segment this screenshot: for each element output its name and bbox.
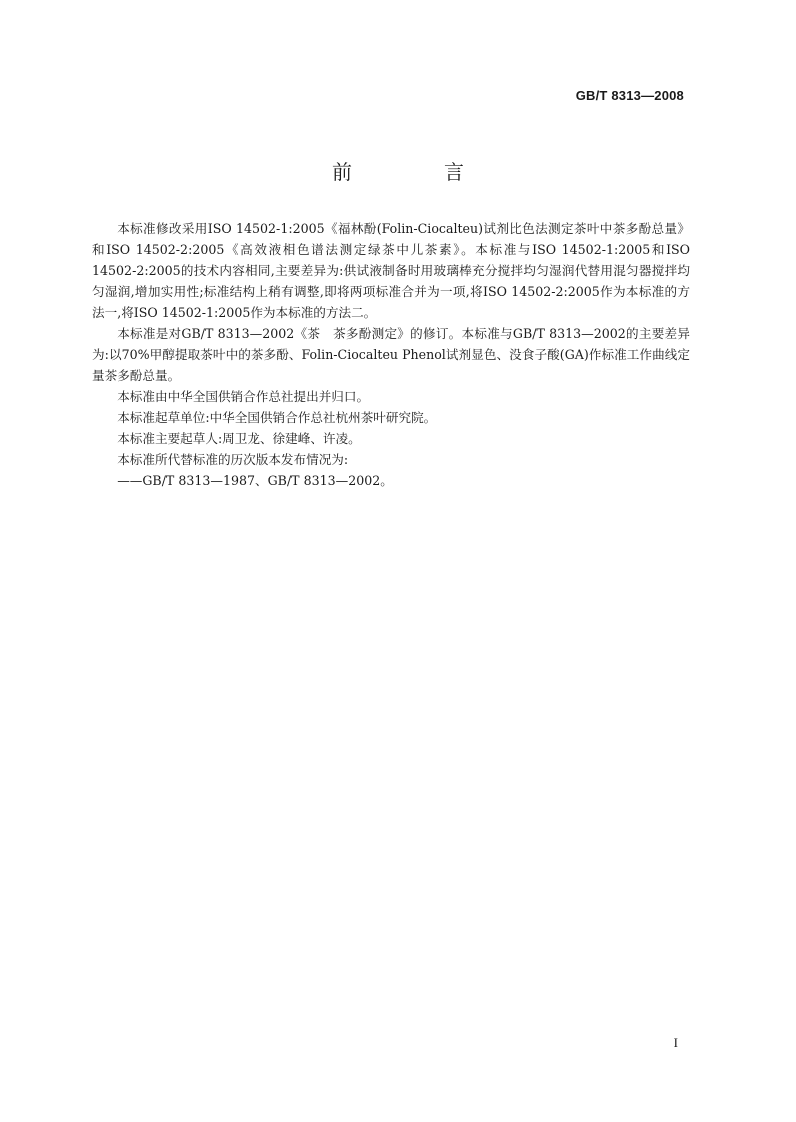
page-number: I	[673, 1035, 678, 1050]
page-title: 前 言	[332, 160, 500, 184]
paragraph-drafting-unit: 本标准起草单位:中华全国供销合作总社杭州茶叶研究院。	[117, 410, 437, 425]
paragraph-revision: 本标准是对GB/T 8313—2002《茶 茶多酚测定》的修订。本标准与GB/T 8313—2002的主要差异为:以70%甲醇提取茶叶中的茶多酚、Folin-Ciocalteu Phenol试剂显色、没食子酸(GA)作标准工作曲线定量茶多酚总量。	[92, 326, 690, 383]
standard-code: GB/T 8313—2008	[575, 88, 684, 103]
paragraph-adoption: 本标准修改采用ISO 14502-1:2005《福林酚(Folin-Ciocalteu)试剂比色法测定茶叶中茶多酚总量》和ISO 14502-2:2005《高效液相色谱法测定绿茶中儿茶素》。本标准与ISO 14502-1:2005和ISO 14502-2:2005的技术内容相同,主要差异为:供试液制备时用玻璃棒充分搅拌均匀湿润代替用混匀器搅拌均匀湿润,增加实用性;标准结构上稍有调整,即将两项标准合并为一项,将ISO 14502-2:2005作为本标准的方法一,将ISO 14502-1:2005作为本标准的方法二。	[92, 221, 690, 320]
paragraph-proposer: 本标准由中华全国供销合作总社提出并归口。	[117, 389, 370, 404]
paragraph-drafters: 本标准主要起草人:周卫龙、徐建峰、许凌。	[117, 431, 361, 446]
foreword-body	[92, 218, 690, 491]
paragraph-history-list: ——GB/T 8313—1987、GB/T 8313—2002。	[117, 473, 393, 488]
paragraph-history-intro: 本标准所代替标准的历次版本发布情况为:	[117, 452, 349, 467]
